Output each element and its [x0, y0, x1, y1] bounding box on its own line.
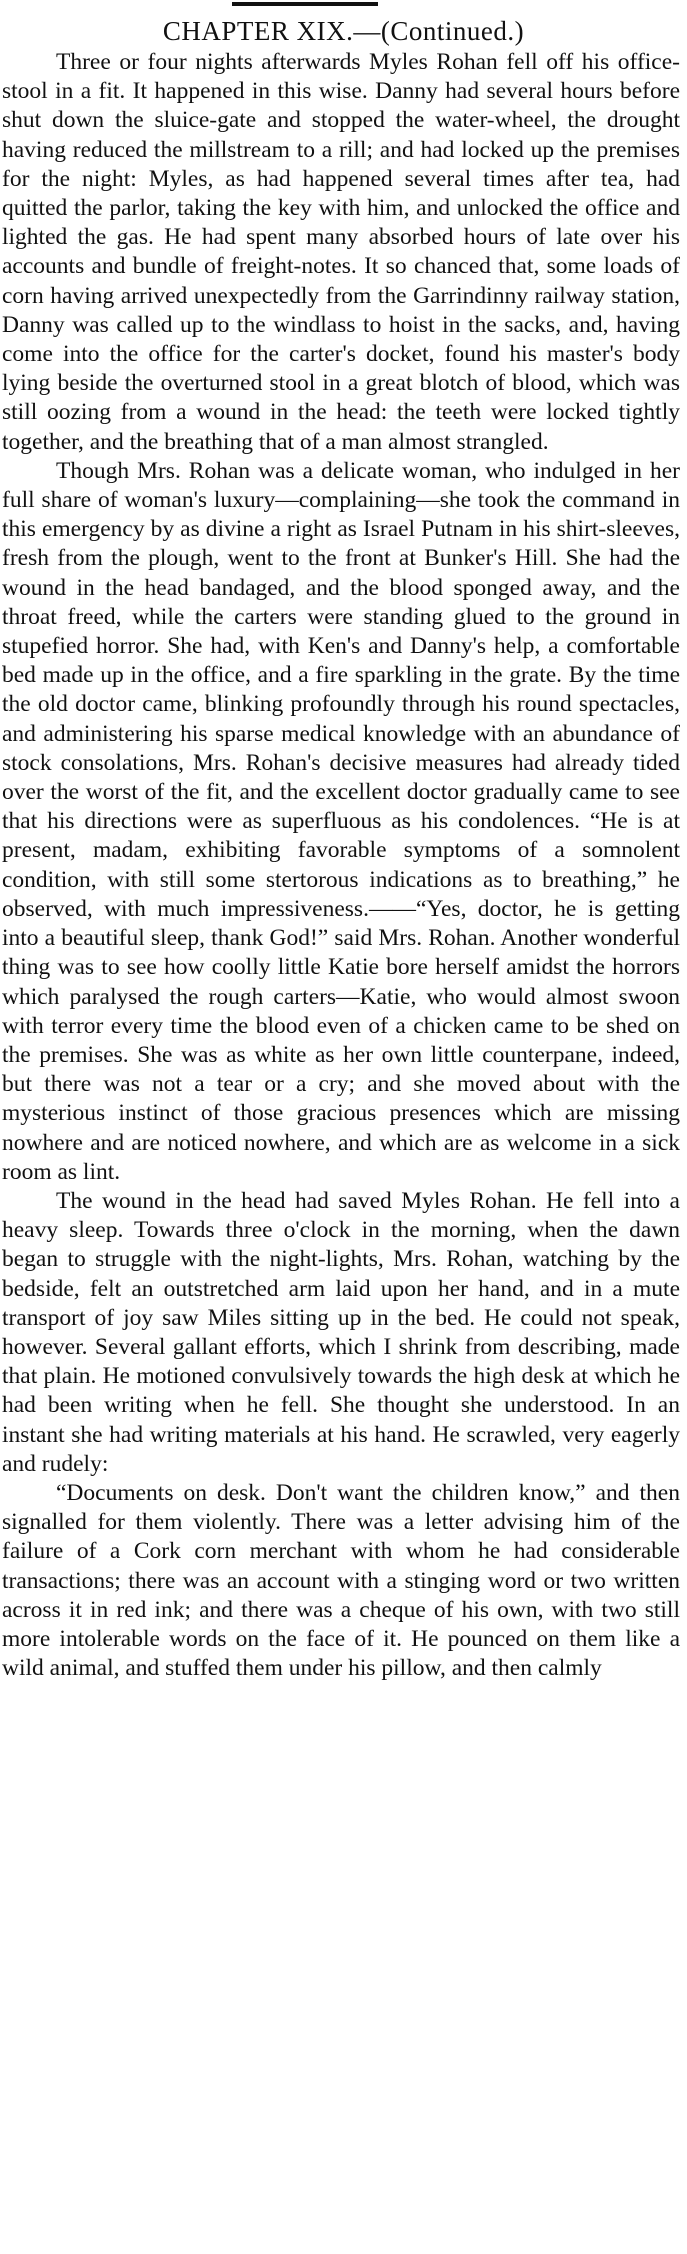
- paragraph: Though Mrs. Rohan was a delicate woman, who indulged in her full share of woman's luxury—complaining—she took the command in this emergency by as divine a right as Israel Putnam in his shirt-sleeves, fresh from the plough, went to the front at Bunker's Hill. She had the wound in the head bandaged, and the blood sponged away, and the throat freed, while the carters were standing glued to the ground in stupefied horror. She had, with Ken's and Danny's help, a comfortable bed made up in the office, and a fire sparkling in the grate. By the time the old doctor came, blinking profoundly through his round spectacles, and administering his sparse medical knowledge with an abundance of stock consolations, Mrs. Rohan's decisive measures had already tided over the worst of the fit, and the excellent doctor gradually came to see that his directions were as superfluous as his condolences. “He is at present, madam, exhibiting favorable symptoms of a somnolent condition, with still some stertorous indications as to breathing,” he observed, with much impressiveness.——“Yes, doctor, he is getting into a beautiful sleep, thank God!” said Mrs. Rohan. Another wonderful thing was to see how coolly little Katie bore herself amidst the horrors which paralysed the rough carters—Katie, who would almost swoon with terror every time the blood even of a chicken came to be shed on the premises. She was as white as her own little counterpane, indeed, but there was not a tear or a cry; and she moved about with the mysterious instinct of those gracious presences which are missing nowhere and are noticed nowhere, and which are as welcome in a sick room as lint.: [2, 457, 680, 1185]
- article-body: [2, 48, 680, 1683]
- paragraph: The wound in the head had saved Myles Rohan. He fell into a heavy sleep. Towards three o'clock in the morning, when the dawn began to struggle with the night-lights, Mrs. Rohan, watching by the bedside, felt an outstretched arm laid upon her hand, and in a mute transport of joy saw Miles sitting up in the bed. He could not speak, however. Several gallant efforts, which I shrink from describing, made that plain. He motioned convulsively towards the high desk at which he had been writing when he fell. She thought she understood. In an instant she had writing materials at his hand. He scrawled, very eagerly and rudely:: [2, 1187, 680, 1477]
- paragraph: “Documents on desk. Don't want the children know,” and then signalled for them violently. There was a letter advising him of the failure of a Cork corn merchant with whom he had considerable transactions; there was an account with a stinging word or two written across it in red ink; and there was a cheque of his own, with two still more intolerable words on the face of it. He pounced on them like a wild animal, and stuffed them under his pillow, and then calmly: [2, 1479, 680, 1682]
- chapter-heading: CHAPTER XIX.—(Continued.): [162, 16, 525, 46]
- header-rule: [232, 2, 378, 6]
- paragraph: Three or four nights afterwards Myles Rohan fell off his office-stool in a fit. It happened in this wise. Danny had several hours before shut down the sluice-gate and stopped the water-wheel, the drought having reduced the millstream to a rill; and had locked up the premises for the night: Myles, as had happened several times after tea, had quitted the parlor, taking the key with him, and unlocked the office and lighted the gas. He had spent many absorbed hours of late over his accounts and bundle of freight-notes. It so chanced that, some loads of corn having arrived unexpectedly from the Garrindinny railway station, Danny was called up to the windlass to hoist in the sacks, and, having come into the office for the carter's docket, found his master's body lying beside the overturned stool in a great blotch of blood, which was still oozing from a wound in the head: the teeth were locked tightly together, and the breathing that of a man almost strangled.: [2, 49, 680, 455]
